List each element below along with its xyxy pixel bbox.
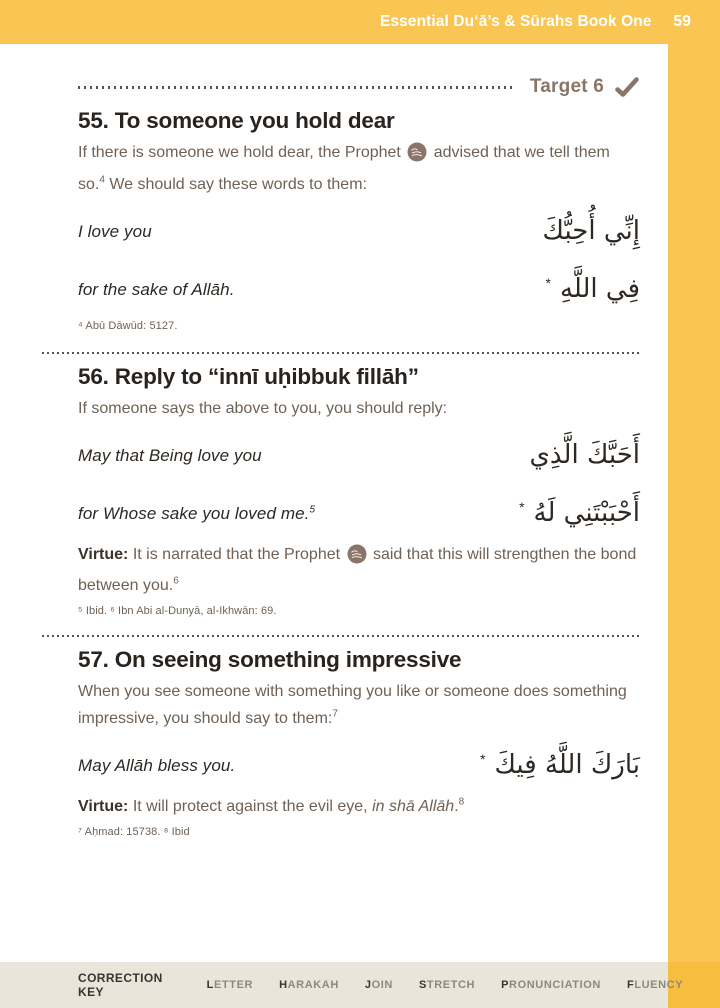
dua-arabic-text: إِنِّي أُحِبُّكَ xyxy=(542,215,640,246)
key-item-fluency: FLUENCY xyxy=(626,979,684,991)
dua-translation: May that Being love you xyxy=(78,446,262,465)
section-57-intro: When you see someone with something you like or someone does something impressive, you should say to them:$^7$ xyxy=(78,683,627,727)
page-content xyxy=(0,44,668,962)
end-of-dua-star: * xyxy=(519,498,525,515)
key-item-pronunciation: PRONUNCIATION xyxy=(501,979,601,991)
section-56-virtue: Virtue: It is narrated that the Prophet said that this will strengthen the bond between you.$^6$ xyxy=(78,546,637,594)
page-number: 59 xyxy=(673,13,691,30)
dua-arabic-text: فِي اللَّهِ* xyxy=(545,273,640,304)
target-banner xyxy=(78,76,640,98)
dua-row xyxy=(78,432,640,480)
section-55-number: 55. xyxy=(78,108,109,133)
section-divider xyxy=(42,352,640,354)
dua-row xyxy=(78,742,640,790)
section-divider xyxy=(42,635,640,637)
dua-arabic-text: أَحْبَبْتَنِي لَهُ* xyxy=(519,497,640,528)
section-57-virtue: Virtue: It will protect against the evil eye, in shā Allāh.$^8$ xyxy=(78,796,465,815)
key-item-stretch: STRETCH xyxy=(418,979,476,991)
virtue-label: Virtue: xyxy=(78,546,129,563)
target-label: Target 6 xyxy=(529,76,604,97)
checkmark-icon xyxy=(614,76,640,98)
section-56-title: 56. Reply to “innī uḥibbuk fillāh” xyxy=(78,364,419,389)
key-item-harakah: HARAKAH xyxy=(279,979,339,991)
dua-translation: May Allāh bless you. xyxy=(78,756,236,775)
target-dotted-line xyxy=(78,86,516,89)
dua-row xyxy=(78,208,640,256)
section-55-footnote: ⁴ Abū Dāwūd: 5127. xyxy=(78,320,178,332)
dua-row xyxy=(78,266,640,314)
dua-arabic-text: أَحَبَّكَ الَّذِي xyxy=(529,439,640,470)
section-55-intro: If there is someone we hold dear, the Prophet advised that we tell them so.$^4$ We should say these words to them: xyxy=(78,144,610,193)
book-title: Essential Du‘ā’s & Sūrahs Book One xyxy=(379,13,652,30)
correction-key-bar xyxy=(0,962,684,1008)
prophet-honorific-icon xyxy=(347,544,367,573)
section-56-number: 56. xyxy=(78,364,109,389)
page-header-band xyxy=(0,0,720,44)
dua-translation: for the sake of Allāh. xyxy=(78,280,235,299)
section-57-number: 57. xyxy=(78,647,109,672)
section-56-footnote: ⁵ Ibid. ⁶ Ibn Abi al-Dunyā, al-Ikhwān: 69. xyxy=(78,605,277,617)
end-of-dua-star: * xyxy=(545,274,551,291)
dua-row xyxy=(78,490,640,538)
end-of-dua-star: * xyxy=(479,750,486,767)
section-57-footnote: ⁷ Aḥmad: 15738. ⁸ Ibid xyxy=(78,826,190,838)
dua-translation: I love you xyxy=(78,222,152,241)
virtue-label: Virtue: xyxy=(78,798,129,815)
footnote-ref: 4 xyxy=(99,174,105,186)
section-57-title: 57. On seeing something impressive xyxy=(78,647,462,672)
key-item-join: JOIN xyxy=(364,979,393,991)
section-55-title: 55. To someone you hold dear xyxy=(78,108,395,133)
right-margin-band xyxy=(668,44,720,962)
prophet-honorific-icon xyxy=(407,142,427,171)
key-item-letter: LETTER xyxy=(206,979,254,991)
dua-arabic-text: بَارَكَ اللَّهُ فِيكَ* xyxy=(479,749,640,780)
correction-key-items xyxy=(207,979,683,991)
dua-translation: for Whose sake you loved me.$^5$ xyxy=(78,504,316,523)
section-56-intro: If someone says the above to you, you should reply: xyxy=(78,400,448,417)
correction-key-label: CORRECTION KEY xyxy=(78,971,163,999)
